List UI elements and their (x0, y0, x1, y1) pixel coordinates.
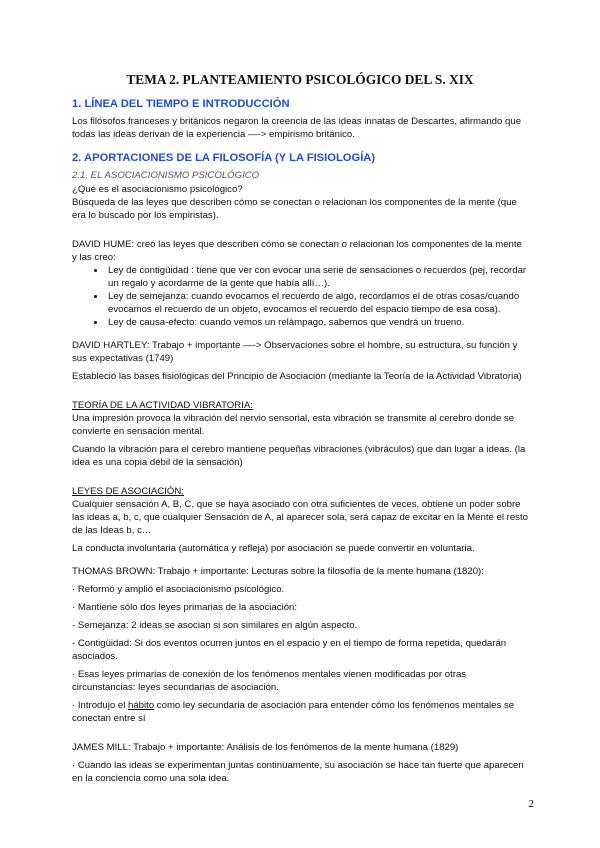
answer-text: Búsqueda de las leyes que describen cómo se conectan o relacionan los componentes de la mente (que era lo buscado por los empiristas). (72, 197, 517, 221)
brown-habit-pre: · Introdujo el (72, 700, 128, 711)
vibratoria-text-1: Una impresión provoca la vibración del nervio sensorial, esta vibración se transmite al cerebro donde se convierte en sensación mental. (72, 413, 515, 437)
hume-laws-list (72, 264, 528, 329)
brown-item: - Contigüidad: Si dos eventos ocurren juntos en el espacio y en el tiempo de forma repetida, quedarán asociados. (72, 638, 507, 662)
brown-item: - Semejanza: 2 ideas se asocian si son similares en algún aspecto. (72, 620, 358, 631)
hartley-work: DAVID HARTLEY: Trabajo + importante —-> Observaciones sobre el hombre, su estructura, su función y sus expectativas (1749) (72, 340, 518, 364)
section-2-heading: 2. APORTACIONES DE LA FILOSOFÍA (Y LA FISIOLOGÍA) (72, 152, 376, 164)
list-item: • Ley de contigüidad : tiene que ver con evocar una serie de sensaciones o recuerdos (pej, recordar un regalo y acordarme de la gente que había allí…). (106, 264, 528, 290)
list-item: • Ley de semejanza: cuando evocamos el recuerdo de algo, recordamos el de otras cosas/cuando evocamos el recuerdo de un objeto, evocamos el recuerdo del espacio tiempo de esa cosa). (106, 290, 528, 316)
mill-item: · Cuando las ideas se experimentan juntas continuamente, su asociación se hace tan fuerte que aparecen en la conciencia como una sola idea. (72, 760, 524, 784)
leyes-text-1: Cualquier sensación A, B, C, que se haya asociado con otra suficientes de veces, obtiene un poder sobre las ideas a, b, c, que cualquier Sensación de A, al aparecer sola, será capaz de excitar en la Mente el resto de las Ideas b, c… (72, 499, 528, 536)
hume-intro: DAVID HUME: creó las leyes que describen cómo se conectan o relacionan los componentes de la mente y las creo: (72, 239, 522, 263)
page-title: TEMA 2. PLANTEAMIENTO PSICOLÓGICO DEL S. XIX (126, 72, 474, 87)
brown-item: · Reformó y amplió el asociacionismo psicológico. (72, 584, 285, 595)
vibratoria-text-2: Cuando la vibración para el cerebro mantiene pequeñas vibraciones (vibráculos) que dan lugar a ideas. (la idea es una copia débil de la sensación) (72, 444, 526, 468)
brown-item-habit (72, 699, 528, 725)
page-number: 2 (528, 798, 534, 810)
habit-term: hábito (128, 700, 155, 711)
brown-intro: THOMAS BROWN: Trabajo + importante: Lecturas sobre la filosofía de la mente humana (1820): (72, 566, 484, 577)
brown-item: · Mantiene sólo dos leyes primarias de la asociación: (72, 602, 298, 613)
leyes-heading: LEYES DE ASOCIACIÓN: (72, 486, 184, 497)
hartley-contribution: Estableció las bases fisiológicas del Principio de Asociación (mediante la Teoría de la Actividad Vibratoria) (72, 371, 522, 382)
list-item: • Ley de causa-efecto: cuando vemos un relámpago, sabemos que vendrá un trueno. (106, 316, 528, 329)
mill-intro: JAMES MILL: Trabajo + importante: Análisis de los fenómenos de la mente humana (1829) (72, 742, 459, 753)
question-text: ¿Qué es el asociacionismo psicológico? (72, 184, 243, 195)
subsection-heading: 2.1. EL ASOCIACIONISMO PSICOLÓGICO (72, 170, 260, 181)
section-1-heading: 1. LÍNEA DEL TIEMPO E INTRODUCCIÓN (72, 98, 290, 110)
brown-item: · Esas leyes primarias de conexión de los fenómenos mentales vienen modificadas por otras circunstancias: leyes secundarias de asociación. (72, 669, 467, 693)
leyes-text-2: La conducta involuntaria (automática y refleja) por asociación se puede convertir en voluntaria. (72, 543, 475, 554)
section-1-text: Los filósofos franceses y británicos negaron la creencia de las ideas innatas de Descartes, afirmando que todas las ideas derivan de la experiencia —-> empirismo británico. (72, 116, 522, 140)
brown-habit-post: como ley secundaria de asociación para entender cómo los fenómenos mentales se conectan entre sí (72, 700, 515, 724)
vibratoria-heading: TEORÍA DE LA ACTIVIDAD VIBRATORIA: (72, 400, 253, 411)
